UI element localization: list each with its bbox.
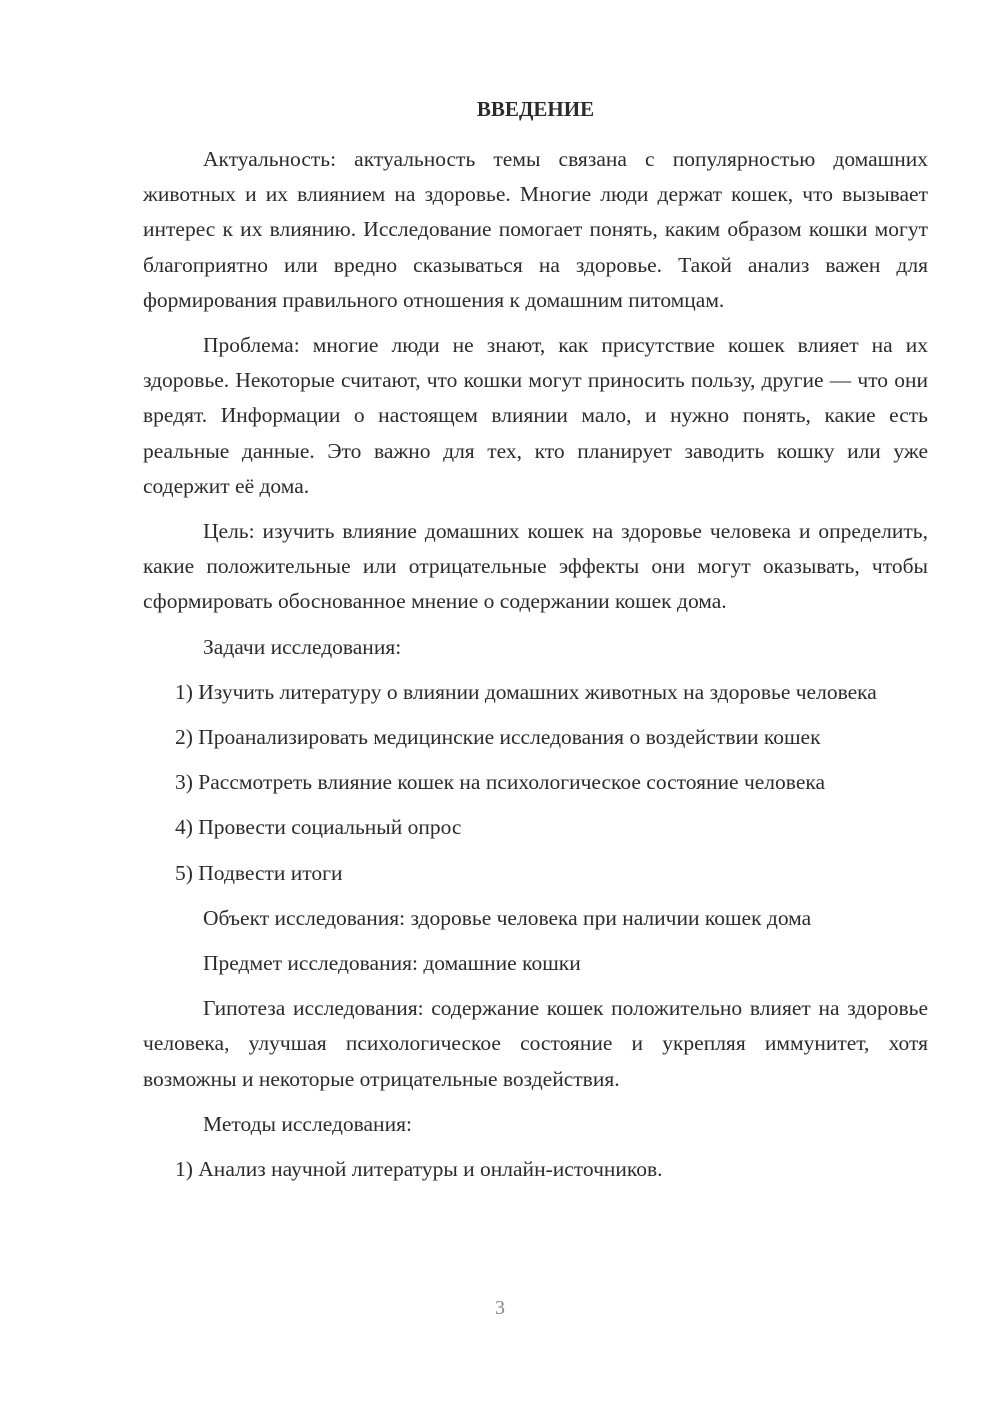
section-title: ВВЕДЕНИЕ (476, 97, 595, 121)
page-content (143, 92, 928, 1197)
tasks-heading: Задачи исследования: (203, 634, 402, 659)
task-item-4: 4) Провести социальный опрос (175, 815, 462, 840)
problem-paragraph: Проблема: многие люди не знают, как присутствие кошек влияет на их здоровье. Некоторые считают, что кошки могут приносить пользу, другие — что они вредят. Информации о настоящем влиянии мало, и нужно понять, какие есть реальные данные. Это важно для тех, кто планирует заводить кошку или уже содержит её дома. (143, 333, 928, 498)
task-item-3: 3) Рассмотреть влияние кошек на психологическое состояние человека (175, 770, 826, 795)
research-subject: Предмет исследования: домашние кошки (203, 951, 581, 976)
task-item-2: 2) Проанализировать медицинские исследования о воздействии кошек (175, 725, 821, 750)
task-item-5: 5) Подвести итоги (175, 860, 343, 885)
hypothesis-paragraph: Гипотеза исследования: содержание кошек положительно влияет на здоровье человека, улучшая психологическое состояние и укрепляя иммунитет, хотя возможны и некоторые отрицательные воздействия. (143, 996, 928, 1091)
goal-paragraph: Цель: изучить влияние домашних кошек на здоровье человека и определить, какие положительные или отрицательные эффекты они могут оказывать, чтобы сформировать обоснованное мнение о содержании кошек дома. (143, 519, 928, 614)
page-number: 3 (495, 1297, 505, 1319)
research-object: Объект исследования: здоровье человека при наличии кошек дома (203, 905, 812, 930)
methods-heading: Методы исследования: (203, 1111, 412, 1136)
relevance-paragraph: Актуальность: актуальность темы связана с популярностью домашних животных и их влиянием на здоровье. Многие люди держат кошек, что вызывает интерес к их влиянию. Исследование помогает понять, каким образом кошки могут благоприятно или вредно сказываться на здоровье. Такой анализ важен для формирования правильного отношения к домашним питомцам. (143, 147, 928, 312)
method-item-1: 1) Анализ научной литературы и онлайн-источников. (175, 1157, 663, 1182)
task-item-1: 1) Изучить литературу о влиянии домашних животных на здоровье человека (175, 679, 877, 704)
